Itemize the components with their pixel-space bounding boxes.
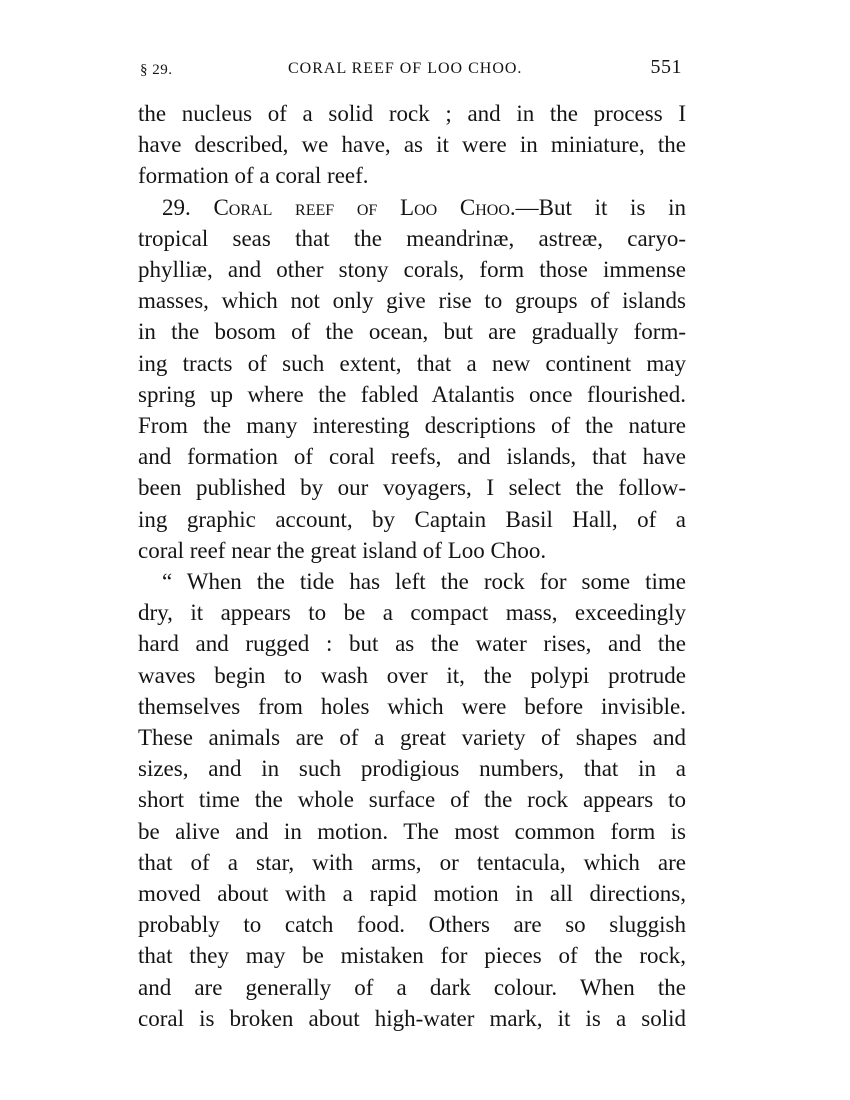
text-line: that they may be mistaken for pieces of the rock, — [138, 943, 686, 969]
text-line: that of a star, with arms, or tentacula, which are — [138, 849, 686, 875]
text-line: coral reef near the great island of Loo Choo. — [138, 537, 547, 563]
section-heading-number: 29. — [162, 194, 191, 220]
text-line: ing graphic account, by Captain Basil Hall, of a — [138, 506, 686, 532]
text-line: These animals are of a great variety of shapes and — [138, 725, 686, 751]
text-line: be alive and in motion. The most common form is — [138, 818, 686, 844]
text-line: tropical seas that the meandrinæ, astreæ, caryo- — [138, 225, 686, 251]
text-line: the nucleus of a solid rock ; and in the process I — [138, 101, 686, 126]
text-line: masses, which not only give rise to groups of islands — [138, 288, 686, 314]
text-line: spring up where the fabled Atalantis once flourished. — [138, 381, 686, 407]
section-heading-line — [138, 192, 686, 223]
body-text — [138, 98, 686, 1034]
text-line: and formation of coral reefs, and islands, that have — [138, 444, 686, 470]
text-line: waves begin to wash over it, the polypi protrude — [138, 662, 686, 688]
text-line: “ When the tide has left the rock for some time — [162, 569, 686, 595]
text-line: ing tracts of such extent, that a new continent may — [138, 350, 686, 376]
text-line: short time the whole surface of the rock appears to — [138, 787, 686, 813]
text-line: sizes, and in such prodigious numbers, that in a — [138, 756, 686, 782]
book-page — [138, 56, 686, 1034]
text-fragment: —But it is in — [515, 194, 686, 220]
text-line: been published by our voyagers, I select the follow- — [138, 475, 686, 501]
section-heading: Coral reef of Loo Choo. — [213, 194, 516, 220]
text-line: have described, we have, as it were in miniature, the — [138, 132, 686, 158]
text-line: From the many interesting descriptions of the nature — [138, 413, 686, 439]
text-line: moved about with a rapid motion in all directions, — [138, 881, 686, 907]
text-line: dry, it appears to be a compact mass, exceedingly — [138, 600, 686, 626]
text-line: in the bosom of the ocean, but are gradually form- — [138, 319, 686, 345]
text-line: phylliæ, and other stony corals, form those immense — [138, 257, 686, 283]
text-line: probably to catch food. Others are so sluggish — [138, 912, 686, 938]
text-line: themselves from holes which were before invisible. — [138, 693, 686, 719]
text-line: formation of a coral reef. — [138, 163, 369, 189]
text-line: coral is broken about high-water mark, it is a solid — [138, 1005, 686, 1031]
page-number: 551 — [650, 56, 682, 78]
section-number: § 29. — [140, 62, 173, 78]
running-title: CORAL REEF OF LOO CHOO. — [288, 60, 523, 77]
running-head — [138, 56, 686, 90]
text-line: hard and rugged : but as the water rises, and the — [138, 631, 686, 657]
text-line: and are generally of a dark colour. When the — [138, 974, 686, 1000]
